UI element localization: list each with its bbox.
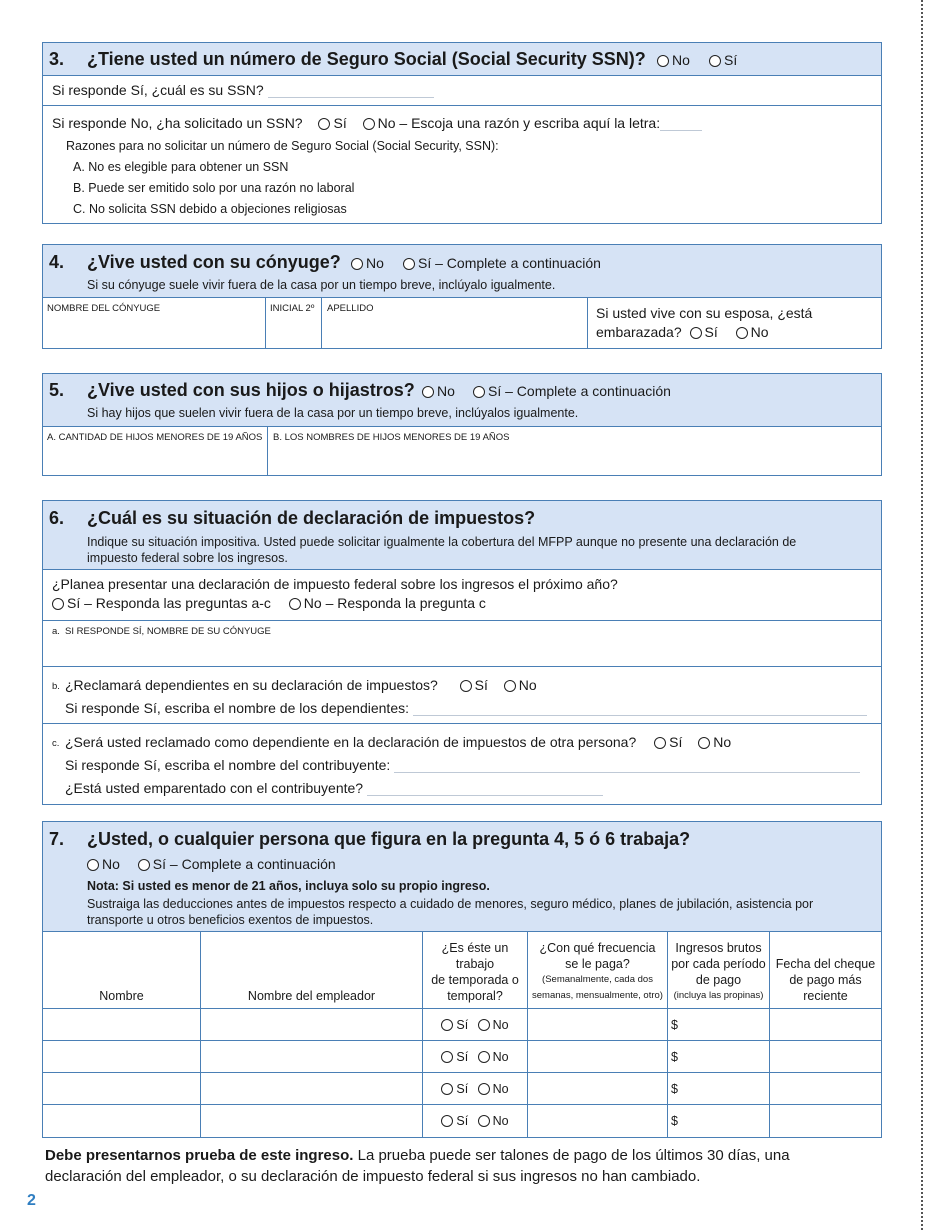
table-row bbox=[43, 1105, 881, 1137]
currency-sign: $ bbox=[671, 1049, 678, 1064]
dependents-no-radio[interactable] bbox=[504, 680, 516, 692]
spouse-last-label: APELLIDO bbox=[327, 303, 374, 314]
spouse-initial-label: INICIAL 2º bbox=[270, 303, 315, 314]
radio-label: Sí bbox=[456, 1113, 469, 1128]
table-row bbox=[43, 1073, 881, 1105]
currency-sign: $ bbox=[671, 1113, 678, 1128]
header-text: temporal? bbox=[447, 989, 503, 1003]
gross-cell[interactable] bbox=[668, 1009, 770, 1041]
date-cell[interactable] bbox=[770, 1009, 882, 1041]
section-7-work bbox=[42, 821, 882, 1138]
seasonal-yes-radio[interactable] bbox=[441, 1051, 453, 1063]
frequency-cell[interactable] bbox=[528, 1041, 668, 1073]
proof-note-bold: Debe presentarnos prueba de este ingreso. bbox=[45, 1147, 354, 1164]
page-number: 2 bbox=[27, 1192, 36, 1209]
income-proof-note bbox=[45, 1145, 875, 1187]
applied-yes-radio[interactable] bbox=[318, 118, 330, 130]
name-cell[interactable] bbox=[43, 1041, 201, 1073]
section-6-header bbox=[43, 501, 881, 569]
seasonal-no-radio[interactable] bbox=[478, 1083, 490, 1095]
radio-label: Sí – Responda las preguntas a-c bbox=[67, 595, 271, 611]
pregnant-question: Si usted vive con su esposa, ¿está bbox=[596, 305, 813, 321]
header-text: ¿Con qué frecuencia bbox=[539, 941, 656, 955]
col-gross-header bbox=[668, 932, 770, 1009]
dependents-names-label: Si responde Sí, escriba el nombre de los dependientes: bbox=[65, 700, 409, 716]
dependents-question: ¿Reclamará dependientes en su declaración de impuestos? bbox=[65, 677, 438, 693]
radio-label: Sí bbox=[669, 734, 683, 750]
radio-label: Sí bbox=[704, 324, 718, 340]
section-note: Si su cónyuge suele vivir fuera de la casa por un tiempo breve, inclúyalo igualmente. bbox=[87, 278, 556, 292]
radio-label: No bbox=[437, 383, 455, 399]
header-text: de temporada o bbox=[431, 973, 519, 987]
work-no-radio[interactable] bbox=[87, 859, 99, 871]
dependents-names-input[interactable] bbox=[413, 700, 867, 716]
dependents-yes-radio[interactable] bbox=[460, 680, 472, 692]
name-cell[interactable] bbox=[43, 1073, 201, 1105]
header-text: de pago bbox=[695, 973, 742, 987]
seasonal-no-radio[interactable] bbox=[478, 1019, 490, 1031]
radio-label: Sí – Complete a continuación bbox=[152, 856, 336, 872]
children-yes-radio[interactable] bbox=[473, 386, 485, 398]
section-5-header bbox=[43, 374, 881, 426]
date-cell[interactable] bbox=[770, 1073, 882, 1105]
radio-label: No bbox=[492, 1113, 509, 1128]
pregnant-yes-radio[interactable] bbox=[690, 327, 702, 339]
employer-cell[interactable] bbox=[201, 1073, 423, 1105]
reasons-title: Razones para no solicitar un número de Seguro Social (Social Security, SSN): bbox=[66, 139, 499, 153]
plan-question: ¿Planea presentar una declaración de impuesto federal sobre los ingresos el próximo año? bbox=[52, 576, 618, 592]
name-cell[interactable] bbox=[43, 1105, 201, 1137]
claimed-yes-radio[interactable] bbox=[654, 737, 666, 749]
employer-cell[interactable] bbox=[201, 1105, 423, 1137]
employer-cell[interactable] bbox=[201, 1009, 423, 1041]
question-title: ¿Vive usted con su cónyuge? bbox=[87, 252, 341, 272]
spouse-name-label: NOMBRE DEL CÓNYUGE bbox=[47, 303, 161, 314]
section-4-spouse bbox=[42, 244, 882, 349]
radio-label: No bbox=[518, 677, 537, 693]
employer-cell[interactable] bbox=[201, 1041, 423, 1073]
section-5-children bbox=[42, 373, 882, 476]
pregnant-question-cont: embarazada? bbox=[596, 324, 682, 340]
header-text: reciente bbox=[803, 989, 848, 1003]
seasonal-yes-radio[interactable] bbox=[441, 1019, 453, 1031]
taxpayer-input[interactable] bbox=[394, 757, 860, 773]
seasonal-cell bbox=[423, 1073, 528, 1105]
age-note: Nota: Si usted es menor de 21 años, incluya solo su propio ingreso. bbox=[87, 879, 490, 893]
header-text: ¿Es éste un trabajo bbox=[441, 941, 509, 971]
header-text: Ingresos brutos bbox=[675, 941, 762, 955]
header-text: se le paga? bbox=[565, 957, 630, 971]
radio-label: No bbox=[492, 1017, 509, 1032]
section-number: 3. bbox=[49, 49, 65, 69]
item-letter: a. bbox=[52, 626, 60, 637]
reason-a: A. No es elegible para obtener un SSN bbox=[73, 160, 289, 174]
ssn-input[interactable] bbox=[268, 82, 434, 98]
children-names-label: B. LOS NOMBRES DE HIJOS MENORES DE 19 AÑOS bbox=[273, 432, 510, 443]
children-count-label: A. CANTIDAD DE HIJOS MENORES DE 19 AÑOS bbox=[47, 432, 263, 443]
claimed-question: ¿Será usted reclamado como dependiente en la declaración de impuestos de otra persona? bbox=[65, 734, 637, 750]
header-subtext: (incluya las propinas) bbox=[673, 990, 764, 1001]
col-date-header bbox=[770, 932, 882, 1009]
spouse-tax-name-label: SI RESPONDE SÍ, NOMBRE DE SU CÓNYUGE bbox=[65, 626, 271, 637]
radio-label: Sí bbox=[474, 677, 488, 693]
proof-note-text-cont: declaración del empleador, o su declaración de impuesto federal si sus ingresos no han cambiado. bbox=[45, 1168, 701, 1185]
pregnant-no-radio[interactable] bbox=[736, 327, 748, 339]
section-number: 6. bbox=[49, 508, 65, 528]
header-text: Fecha del cheque bbox=[775, 957, 876, 971]
radio-label: Sí bbox=[456, 1049, 469, 1064]
reason-c: C. No solicita SSN debido a objeciones religiosas bbox=[73, 202, 347, 216]
section-note: Si hay hijos que suelen vivir fuera de la casa por un tiempo breve, inclúyalos igualmente. bbox=[87, 406, 579, 420]
seasonal-cell bbox=[423, 1105, 528, 1137]
col-employer-header bbox=[201, 932, 423, 1009]
plan-no-radio[interactable] bbox=[289, 598, 301, 610]
income-table bbox=[43, 931, 881, 1137]
table-row bbox=[43, 1009, 881, 1041]
col-name-header bbox=[43, 932, 201, 1009]
related-input[interactable] bbox=[367, 780, 603, 796]
frequency-cell[interactable] bbox=[528, 1009, 668, 1041]
header-text: de pago más bbox=[789, 973, 862, 987]
radio-label: No – Escoja una razón y escriba aquí la letra: bbox=[377, 115, 661, 131]
applied-prompt: Si responde No, ¿ha solicitado un SSN? bbox=[52, 115, 303, 131]
related-label: ¿Está usted emparentado con el contribuyente? bbox=[65, 780, 364, 796]
radio-label: No bbox=[492, 1049, 509, 1064]
question-title: ¿Tiene usted un número de Seguro Social (Social Security SSN)? bbox=[87, 49, 646, 69]
seasonal-no-radio[interactable] bbox=[478, 1115, 490, 1127]
question-title: ¿Vive usted con sus hijos o hijastros? bbox=[87, 380, 415, 400]
question-title: ¿Cuál es su situación de declaración de impuestos? bbox=[87, 508, 536, 528]
gross-cell[interactable] bbox=[668, 1073, 770, 1105]
section-number: 7. bbox=[49, 829, 65, 849]
currency-sign: $ bbox=[671, 1081, 678, 1096]
reason-letter-input[interactable] bbox=[660, 115, 702, 131]
radio-label: No bbox=[102, 856, 120, 872]
section-number: 5. bbox=[49, 380, 65, 400]
ssn-prompt: Si responde Sí, ¿cuál es su SSN? bbox=[52, 82, 264, 98]
item-letter: b. bbox=[52, 681, 60, 692]
section-4-header bbox=[43, 245, 881, 297]
section-3-header bbox=[43, 43, 881, 75]
ssn-no-radio[interactable] bbox=[657, 55, 669, 67]
name-cell[interactable] bbox=[43, 1009, 201, 1041]
header-text: Nombre bbox=[99, 989, 144, 1003]
seasonal-yes-radio[interactable] bbox=[441, 1083, 453, 1095]
radio-label: No bbox=[750, 324, 769, 340]
currency-sign: $ bbox=[671, 1017, 678, 1032]
taxpayer-label: Si responde Sí, escriba el nombre del contribuyente: bbox=[65, 757, 391, 773]
applied-no-radio[interactable] bbox=[363, 118, 375, 130]
section-number: 4. bbox=[49, 252, 65, 272]
spouse-yes-radio[interactable] bbox=[403, 258, 415, 270]
radio-label: Sí – Complete a continuación bbox=[488, 383, 671, 399]
plan-yes-radio[interactable] bbox=[52, 598, 64, 610]
income-header-row bbox=[43, 932, 881, 1009]
proof-note-text: La prueba puede ser talones de pago de los últimos 30 días, una bbox=[353, 1147, 790, 1164]
work-yes-radio[interactable] bbox=[138, 859, 150, 871]
gross-cell[interactable] bbox=[668, 1105, 770, 1137]
seasonal-cell bbox=[423, 1041, 528, 1073]
radio-label: Sí bbox=[456, 1017, 469, 1032]
cut-line bbox=[921, 0, 923, 1230]
table-row bbox=[43, 1041, 881, 1073]
radio-label: Sí bbox=[456, 1081, 469, 1096]
radio-label: No bbox=[366, 255, 384, 271]
gross-cell[interactable] bbox=[668, 1041, 770, 1073]
header-text: Nombre del empleador bbox=[247, 989, 376, 1003]
section-note: Indique su situación impositiva. Usted puede solicitar igualmente la cobertura del MFPP aunque no presente una declaración de bbox=[87, 535, 797, 549]
section-note-cont: impuesto federal sobre los ingresos. bbox=[87, 551, 288, 565]
radio-label: Sí bbox=[333, 115, 347, 131]
deduction-note-cont: transporte u otros beneficios exentos de impuestos. bbox=[87, 913, 374, 927]
radio-label: No bbox=[672, 52, 690, 68]
section-7-header bbox=[43, 822, 881, 931]
seasonal-cell bbox=[423, 1009, 528, 1041]
frequency-cell[interactable] bbox=[528, 1105, 668, 1137]
item-letter: c. bbox=[52, 738, 60, 749]
claimed-no-radio[interactable] bbox=[698, 737, 710, 749]
children-no-radio[interactable] bbox=[422, 386, 434, 398]
reason-b: B. Puede ser emitido solo por una razón no laboral bbox=[73, 181, 355, 195]
header-subtext: semanas, mensualmente, otro) bbox=[532, 990, 663, 1001]
spouse-no-radio[interactable] bbox=[351, 258, 363, 270]
frequency-cell[interactable] bbox=[528, 1073, 668, 1105]
ssn-yes-radio[interactable] bbox=[709, 55, 721, 67]
radio-label: No bbox=[492, 1081, 509, 1096]
radio-label: No – Responda la pregunta c bbox=[303, 595, 486, 611]
deduction-note: Sustraiga las deducciones antes de impuestos respecto a cuidado de menores, seguro médico, planes de jubilación, asistencia por bbox=[87, 897, 814, 911]
question-title: ¿Usted, o cualquier persona que figura en la pregunta 4, 5 ó 6 trabaja? bbox=[87, 829, 691, 849]
seasonal-yes-radio[interactable] bbox=[441, 1115, 453, 1127]
date-cell[interactable] bbox=[770, 1041, 882, 1073]
section-3-ssn bbox=[42, 42, 882, 224]
radio-label: Sí bbox=[724, 52, 738, 68]
section-6-tax bbox=[42, 500, 882, 805]
header-text: por cada período bbox=[671, 957, 766, 971]
col-seasonal-header bbox=[423, 932, 528, 1009]
seasonal-no-radio[interactable] bbox=[478, 1051, 490, 1063]
date-cell[interactable] bbox=[770, 1105, 882, 1137]
radio-label: No bbox=[713, 734, 732, 750]
header-subtext: (Semanalmente, cada dos bbox=[542, 974, 653, 985]
col-frequency-header bbox=[528, 932, 668, 1009]
radio-label: Sí – Complete a continuación bbox=[418, 255, 601, 271]
